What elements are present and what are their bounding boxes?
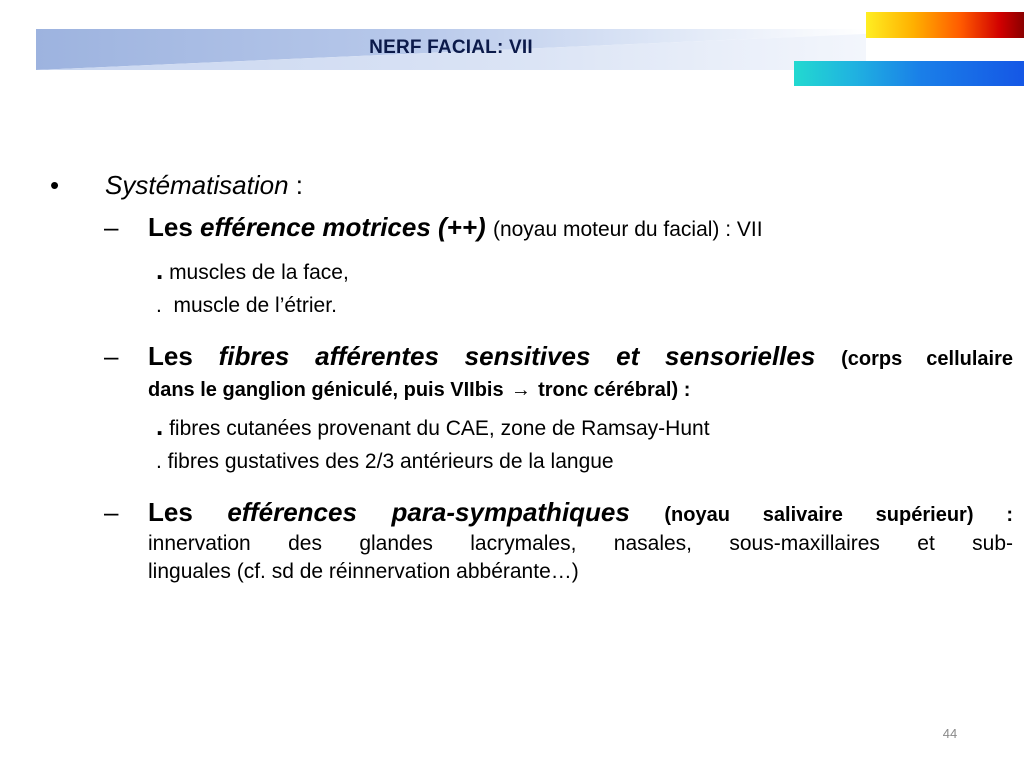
list-item	[156, 257, 349, 286]
section-body-line: linguales (cf. sd de réinnervation abbérante…)	[148, 560, 579, 583]
slide-title: NERF FACIAL: VII	[369, 37, 533, 58]
cool-gradient-bar	[794, 61, 1024, 86]
section-efferences-parasympathiques	[148, 497, 1013, 586]
list-item-text: fibres cutanées provenant du CAE, zone de Ramsay-Hunt	[163, 417, 710, 440]
section-lead: Les	[148, 212, 193, 242]
dash-icon: –	[104, 497, 119, 527]
section-detail-3: tronc cérébral) :	[538, 379, 691, 401]
section-lead: Les	[148, 497, 193, 527]
slide-number: 44	[942, 726, 958, 741]
list-item	[156, 413, 710, 442]
item-label: Systématisation	[105, 170, 289, 200]
section-lead: Les	[148, 341, 193, 371]
section-term: efférence motrices (++)	[200, 212, 486, 242]
section-detail-2: dans le ganglion géniculé, puis VIIbis	[148, 379, 504, 401]
section-body-line: innervation des glandes lacrymales, nasales, sous-maxillaires et sub-	[148, 532, 1013, 555]
dash-icon: –	[104, 212, 119, 242]
list-item-text: muscles de la face,	[163, 261, 349, 284]
dot-marker: .	[156, 255, 164, 285]
section-detail-1: (corps cellulaire	[841, 348, 1013, 370]
section-term: fibres afférentes sensitives et sensorielles	[218, 341, 816, 371]
arrow-icon: →	[510, 379, 531, 401]
dash-icon: –	[104, 341, 119, 371]
list-item: . muscle de l’étrier.	[156, 294, 337, 317]
item-suffix: :	[288, 170, 303, 200]
section-efferences-motrices	[148, 212, 1013, 245]
dot-marker: .	[156, 411, 164, 441]
section-detail-1: (noyau salivaire supérieur) :	[664, 504, 1013, 526]
warm-gradient-bar	[866, 12, 1024, 38]
bullet-icon: •	[50, 170, 60, 200]
section-term: efférences para-sympathiques	[227, 497, 630, 527]
list-item: . fibres gustatives des 2/3 antérieurs de la langue	[156, 450, 614, 473]
section-detail: (noyau moteur du facial) : VII	[492, 218, 763, 241]
section-fibres-afferentes	[148, 341, 1013, 403]
